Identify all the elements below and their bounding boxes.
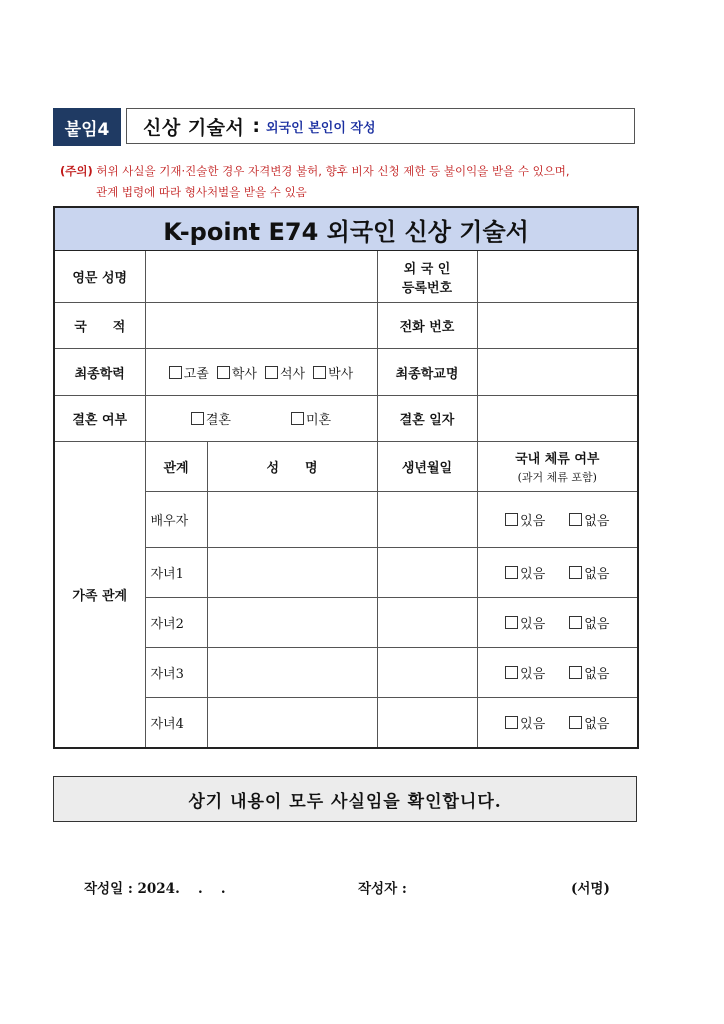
education-label: 최종학력 (54, 349, 145, 396)
school-field[interactable] (477, 349, 638, 396)
family-header-relation: 관계 (145, 442, 207, 492)
family-label: 가족 관계 (54, 442, 145, 748)
education-option-doctorate[interactable]: 박사 (313, 363, 353, 382)
phone-label: 전화 번호 (377, 303, 477, 349)
family-birth-field[interactable] (377, 598, 477, 648)
family-header-stay-sub: (과거 체류 포함) (517, 471, 597, 484)
checkbox-icon[interactable] (313, 366, 326, 379)
checkbox-icon[interactable] (217, 366, 230, 379)
family-name-field[interactable] (207, 598, 377, 648)
stay-yes-option[interactable]: 있음 (505, 713, 545, 732)
marriage-date-field[interactable] (477, 396, 638, 442)
checkbox-icon[interactable] (291, 412, 304, 425)
checkbox-icon[interactable] (505, 513, 518, 526)
education-option-bachelor[interactable]: 학사 (217, 363, 257, 382)
warning-line-1: 허위 사실을 기재·진술한 경우 자격변경 불허, 향후 비자 신청 제한 등 불이익을 받을 수 있으며, (92, 164, 570, 178)
stay-yes-option[interactable]: 있음 (505, 563, 545, 582)
family-relation-child1: 자녀1 (145, 548, 207, 598)
stay-yes-option[interactable]: 있음 (505, 613, 545, 632)
stay-yes-option[interactable]: 있음 (505, 663, 545, 682)
registration-label-line1: 외 국 인 (403, 261, 451, 277)
marriage-date-label: 결혼 일자 (377, 396, 477, 442)
nationality-field[interactable] (145, 303, 377, 349)
checkbox-icon[interactable] (505, 716, 518, 729)
education-option-highschool[interactable]: 고졸 (169, 363, 209, 382)
checkbox-icon[interactable] (505, 566, 518, 579)
checkbox-icon[interactable] (569, 666, 582, 679)
marriage-option-married[interactable]: 결혼 (191, 409, 231, 428)
registration-label-line2: 등록번호 (401, 280, 453, 296)
registration-label (377, 251, 477, 303)
form-title: K-point E74 외국인 신상 기술서 (54, 207, 638, 251)
checkbox-icon[interactable] (569, 513, 582, 526)
education-option-master[interactable]: 석사 (265, 363, 305, 382)
document-subtitle: 외국인 본인이 작성 (266, 120, 376, 136)
stay-no-option[interactable]: 없음 (569, 663, 609, 682)
checkbox-icon[interactable] (505, 666, 518, 679)
family-name-field[interactable] (207, 698, 377, 748)
stay-no-option[interactable]: 없음 (569, 563, 609, 582)
family-birth-field[interactable] (377, 548, 477, 598)
school-label: 최종학교명 (377, 349, 477, 396)
family-stay-options (477, 598, 638, 648)
attachment-badge: 붙임4 (53, 108, 121, 146)
education-options (145, 349, 377, 396)
checkbox-icon[interactable] (569, 616, 582, 629)
stay-no-option[interactable]: 없음 (569, 613, 609, 632)
warning-line-2: 관계 법령에 따라 형사처벌을 받을 수 있음 (96, 185, 307, 199)
title-box (126, 108, 635, 144)
family-birth-field[interactable] (377, 648, 477, 698)
warning-label: (주의) (60, 164, 93, 178)
signature-label: (서명) (571, 881, 610, 897)
warning-notice (60, 161, 640, 203)
title-colon: : (252, 115, 260, 137)
checkbox-icon[interactable] (169, 366, 182, 379)
family-relation-spouse: 배우자 (145, 492, 207, 548)
marriage-options (145, 396, 377, 442)
family-stay-options (477, 548, 638, 598)
stay-yes-option[interactable]: 있음 (505, 510, 545, 529)
phone-field[interactable] (477, 303, 638, 349)
family-birth-field[interactable] (377, 698, 477, 748)
family-relation-child2: 자녀2 (145, 598, 207, 648)
registration-field[interactable] (477, 251, 638, 303)
family-relation-child3: 자녀3 (145, 648, 207, 698)
family-stay-options (477, 698, 638, 748)
writer-label: 작성자 : (358, 881, 407, 897)
family-stay-options (477, 648, 638, 698)
personal-info-form (53, 206, 639, 749)
family-name-field[interactable] (207, 548, 377, 598)
name-label: 영문 성명 (54, 251, 145, 303)
family-header-stay-title: 국내 체류 여부 (515, 452, 600, 467)
stay-no-option[interactable]: 없음 (569, 510, 609, 529)
document-title: 신상 기술서 (143, 116, 245, 139)
marriage-label: 결혼 여부 (54, 396, 145, 442)
family-header-birth: 생년월일 (377, 442, 477, 492)
marriage-option-single[interactable]: 미혼 (291, 409, 331, 428)
family-name-field[interactable] (207, 492, 377, 548)
checkbox-icon[interactable] (265, 366, 278, 379)
family-name-field[interactable] (207, 648, 377, 698)
family-relation-child4: 자녀4 (145, 698, 207, 748)
name-field[interactable] (145, 251, 377, 303)
confirmation-statement: 상기 내용이 모두 사실임을 확인합니다. (53, 776, 637, 822)
nationality-label: 국 적 (54, 303, 145, 349)
date-written: 작성일 : 2024. . . (84, 881, 226, 897)
checkbox-icon[interactable] (505, 616, 518, 629)
checkbox-icon[interactable] (569, 566, 582, 579)
stay-no-option[interactable]: 없음 (569, 713, 609, 732)
family-stay-options (477, 492, 638, 548)
family-header-stay (477, 442, 638, 492)
checkbox-icon[interactable] (569, 716, 582, 729)
family-birth-field[interactable] (377, 492, 477, 548)
family-header-name: 성 명 (207, 442, 377, 492)
checkbox-icon[interactable] (191, 412, 204, 425)
